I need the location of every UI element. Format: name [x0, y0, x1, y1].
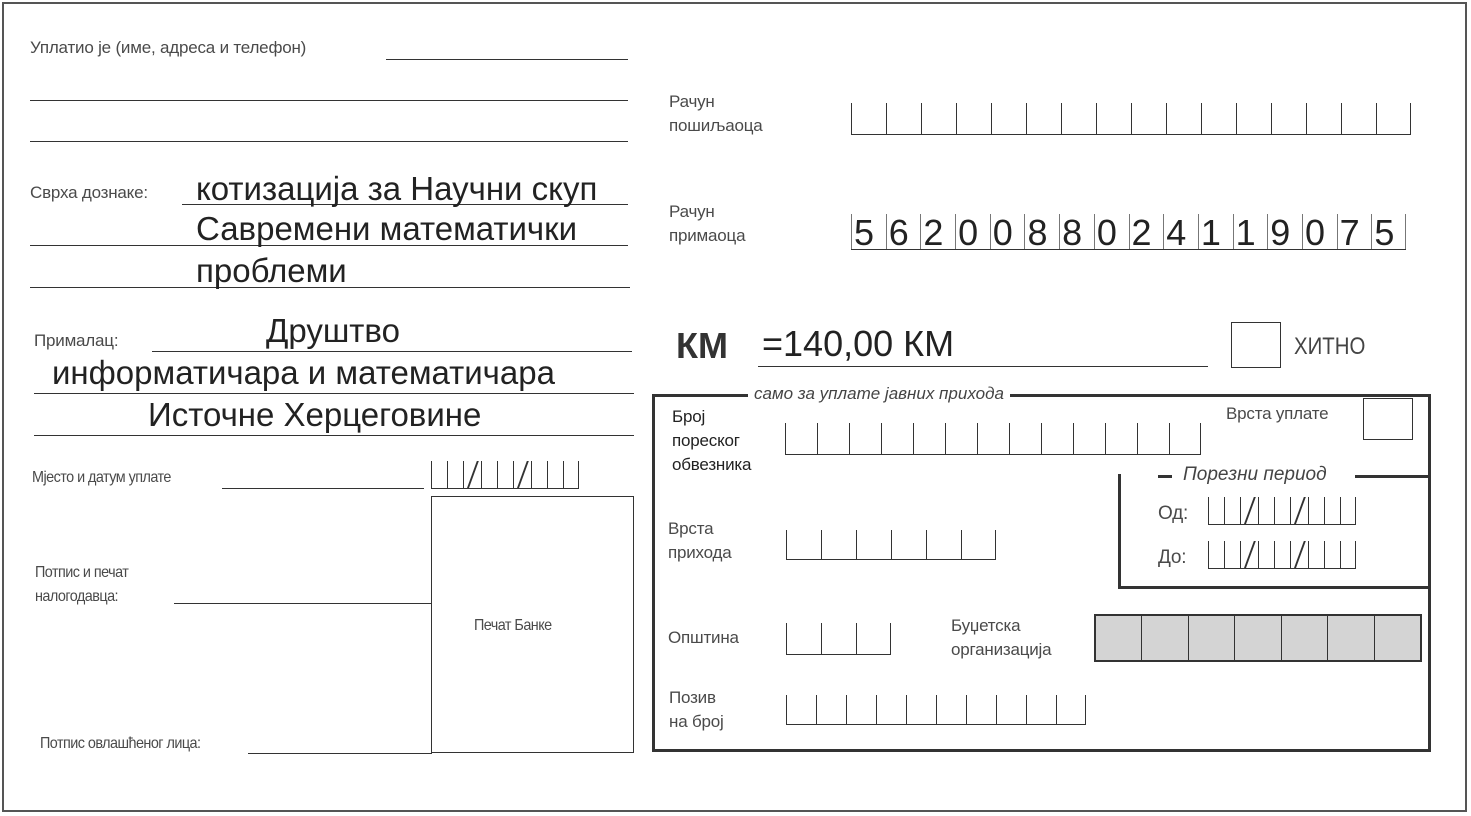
- tax-period-box: [1118, 474, 1428, 589]
- account-digit: 7: [1337, 214, 1372, 249]
- taxpayer-label-1: Број: [672, 407, 706, 426]
- taxpayer-label-3: обвезника: [672, 455, 752, 474]
- recipient-text-2: информатичара и математичара: [52, 354, 555, 391]
- reference-label: [669, 686, 724, 734]
- reference-number-boxes[interactable]: [786, 695, 1086, 725]
- account-digit: 1: [1198, 214, 1233, 249]
- recipient-account-label-2: примаоца: [669, 226, 746, 245]
- municipality-boxes[interactable]: [786, 623, 891, 655]
- account-digit: 2: [920, 214, 955, 249]
- purpose-text-3: проблеми: [196, 252, 347, 289]
- date-boxes[interactable]: [431, 461, 579, 489]
- urgent-label: ХИТНО: [1294, 333, 1366, 360]
- taxpayer-label: [672, 405, 751, 477]
- account-digit: 5: [1371, 214, 1406, 249]
- payer-line-2[interactable]: [30, 100, 628, 101]
- account-digit: 0: [955, 214, 990, 249]
- public-revenue-legend: само за уплате јавних прихода: [748, 384, 1010, 404]
- recipient-line-2[interactable]: [34, 393, 634, 394]
- place-line[interactable]: [222, 488, 424, 489]
- payment-type-box[interactable]: [1363, 398, 1413, 440]
- recipient-account-digits[interactable]: [851, 212, 1406, 253]
- reference-label-2: на број: [669, 712, 724, 731]
- purpose-text-2: Савремени математички: [196, 210, 577, 247]
- period-from-label: Од:: [1158, 503, 1189, 524]
- currency-label: КМ: [676, 325, 728, 366]
- period-to-label: До:: [1158, 547, 1187, 568]
- payer-line-1[interactable]: [386, 59, 628, 60]
- recipient-text-3: Источне Херцеговине: [148, 396, 482, 433]
- purpose-label: Сврха дознаке:: [30, 183, 148, 202]
- revenue-type-label-2: прихода: [668, 543, 732, 562]
- taxpayer-label-2: пореског: [672, 431, 740, 450]
- account-digit: 1: [1233, 214, 1268, 249]
- place-date-label: Мјесто и датум уплате: [32, 469, 171, 486]
- authorized-signature-label: Потпис овлашћеног лица:: [40, 735, 201, 752]
- tax-period-legend: Порезни период: [1183, 464, 1327, 485]
- sender-account-label-1: Рачун: [669, 92, 715, 111]
- revenue-type-boxes[interactable]: [786, 530, 996, 560]
- tax-period-line: [1355, 475, 1428, 478]
- account-digit: 8: [1059, 214, 1094, 249]
- recipient-account-label: [669, 200, 745, 248]
- payer-label: Уплатио је (име, адреса и телефон): [30, 38, 307, 57]
- account-digit: 5: [851, 214, 886, 249]
- account-digit: 0: [1094, 214, 1129, 249]
- account-digit: 9: [1267, 214, 1302, 249]
- amount-value[interactable]: =140,00 КМ: [762, 323, 955, 364]
- account-digit: 0: [990, 214, 1025, 249]
- sender-account-label: [669, 90, 763, 138]
- sender-account-boxes[interactable]: [851, 103, 1411, 135]
- budget-org-label-1: Буџетска: [951, 616, 1021, 635]
- recipient-text-1: Друштво: [266, 312, 400, 349]
- account-digit: 8: [1024, 214, 1059, 249]
- amount-line: [758, 366, 1208, 367]
- authorized-signature-line[interactable]: [248, 753, 432, 754]
- urgent-checkbox[interactable]: [1231, 322, 1281, 368]
- payer-line-3[interactable]: [30, 141, 628, 142]
- taxpayer-number-boxes[interactable]: [785, 423, 1201, 455]
- revenue-type-label: [668, 517, 732, 565]
- recipient-line-1[interactable]: [152, 351, 632, 352]
- payment-type-label: Врста уплате: [1226, 404, 1329, 423]
- recipient-label: Прималац:: [34, 331, 119, 350]
- revenue-type-label-1: Врста: [668, 519, 714, 538]
- municipality-label: Општина: [668, 628, 739, 647]
- recipient-account-label-1: Рачун: [669, 202, 715, 221]
- budget-org-label: [951, 614, 1051, 662]
- sender-account-label-2: пошиљаоца: [669, 116, 763, 135]
- account-digit: 6: [886, 214, 921, 249]
- budget-org-boxes[interactable]: [1094, 614, 1422, 662]
- period-to-boxes[interactable]: [1208, 541, 1356, 569]
- budget-org-label-2: организација: [951, 640, 1052, 659]
- account-digit: 4: [1163, 214, 1198, 249]
- signature-line[interactable]: [174, 603, 432, 604]
- account-digit: 0: [1302, 214, 1337, 249]
- reference-label-1: Позив: [669, 688, 716, 707]
- tax-period-dash: [1158, 475, 1172, 478]
- recipient-line-3[interactable]: [34, 435, 634, 436]
- bank-stamp-label: Печат Банке: [474, 617, 552, 634]
- bank-stamp-box: [431, 496, 634, 753]
- purpose-text-1: котизација за Научни скуп: [196, 170, 598, 207]
- account-digit: 2: [1129, 214, 1164, 249]
- signature-label: Потпис и печат налогодавца:: [35, 564, 129, 605]
- period-from-boxes[interactable]: [1208, 497, 1356, 525]
